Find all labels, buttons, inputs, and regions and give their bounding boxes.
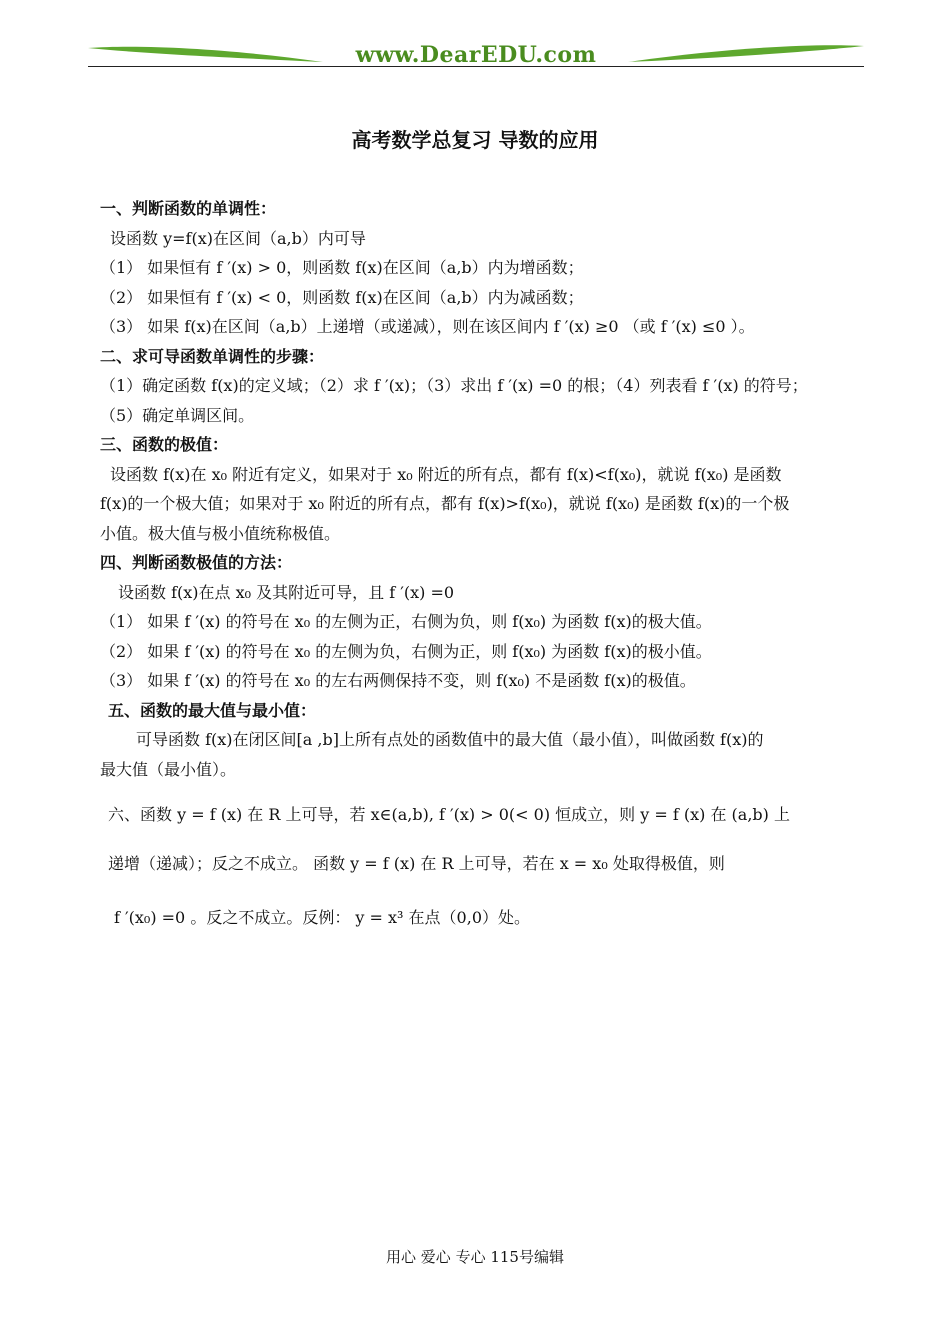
section-1-item-3: （3） 如果 f(x)在区间（a,b）上递增（或递减），则在该区间内 f ′(x) ≥0 （或 f ′(x) ≤0 ）。 — [100, 317, 755, 336]
section-3-line-3: 小值。极大值与极小值统称极值。 — [100, 523, 341, 543]
section-2-line-2: （5）确定单调区间。 — [100, 405, 255, 425]
section-3-line-2: f(x)的一个极大值；如果对于 x₀ 附近的所有点，都有 f(x)>f(x₀)，就说 f(x₀) 是函数 f(x)的一个极 — [100, 494, 790, 513]
section-1-item-2: （2） 如果恒有 f ′(x) < 0，则函数 f(x)在区间（a,b）内为减函数； — [100, 287, 584, 307]
section-4-item-3: （3） 如果 f ′(x) 的符号在 x₀ 的左右两侧保持不变，则 f(x₀) 不是函数 f(x)的极值。 — [100, 671, 696, 690]
page-footer: 用心 爱心 专心 115号编辑 — [386, 1248, 564, 1266]
section-5-heading: 五、函数的最大值与最小值： — [108, 700, 317, 720]
section-1-item-1: （1） 如果恒有 f ′(x) > 0，则函数 f(x)在区间（a,b）内为增函数； — [100, 258, 584, 277]
section-2-line-1: （1）确定函数 f(x)的定义域；（2）求 f ′(x)；（3）求出 f ′(x) =0 的根；（4）列表看 f ′(x) 的符号； — [100, 376, 808, 395]
section-5-line-2: 最大值（最小值）。 — [100, 759, 237, 779]
section-4-item-2: （2） 如果 f ′(x) 的符号在 x₀ 的左侧为负，右侧为正，则 f(x₀) 为函数 f(x)的极小值。 — [100, 641, 712, 661]
section-6-line-1: 六、函数 y = f (x) 在 R 上可导，若 x∈(a,b), f ′(x) > 0(< 0) 恒成立，则 y = f (x) 在 (a,b) 上 — [108, 805, 790, 824]
section-1-heading: 一、判断函数的单调性： — [100, 199, 277, 218]
section-2-heading: 二、求可导函数单调性的步骤： — [100, 346, 325, 366]
page-title: 高考数学总复习 导数的应用 — [351, 128, 599, 152]
site-logo-text: www.DearEDU.com — [355, 42, 597, 68]
section-4-item-1: （1） 如果 f ′(x) 的符号在 x₀ 的左侧为正，右侧为负，则 f(x₀) 为函数 f(x)的极大值。 — [100, 612, 712, 631]
section-4-heading: 四、判断函数极值的方法： — [100, 553, 293, 572]
section-5-line-1: 可导函数 f(x)在闭区间[a ,b]上所有点处的函数值中的最大值（最小值），叫做函数 f(x)的 — [136, 730, 764, 749]
section-6-line-3: f ′(x₀) =0 。反之不成立。反例： y = x³ 在点（0,0）处。 — [114, 908, 530, 927]
section-3-line-1: 设函数 f(x)在 x₀ 附近有定义，如果对于 x₀ 附近的所有点，都有 f(x)<f(x₀)，就说 f(x₀) 是函数 — [110, 464, 782, 484]
header-rule — [88, 66, 864, 67]
section-1-intro: 设函数 y=f(x)在区间（a,b）内可导 — [110, 228, 366, 248]
document-body — [100, 194, 864, 946]
section-6-line-2: 递增（递减）；反之不成立。 函数 y = f (x) 在 R 上可导，若在 x = x₀ 处取得极值，则 — [108, 854, 725, 873]
section-3-heading: 三、函数的极值： — [100, 435, 229, 454]
section-4-intro: 设函数 f(x)在点 x₀ 及其附近可导，且 f ′(x) =0 — [118, 582, 455, 602]
